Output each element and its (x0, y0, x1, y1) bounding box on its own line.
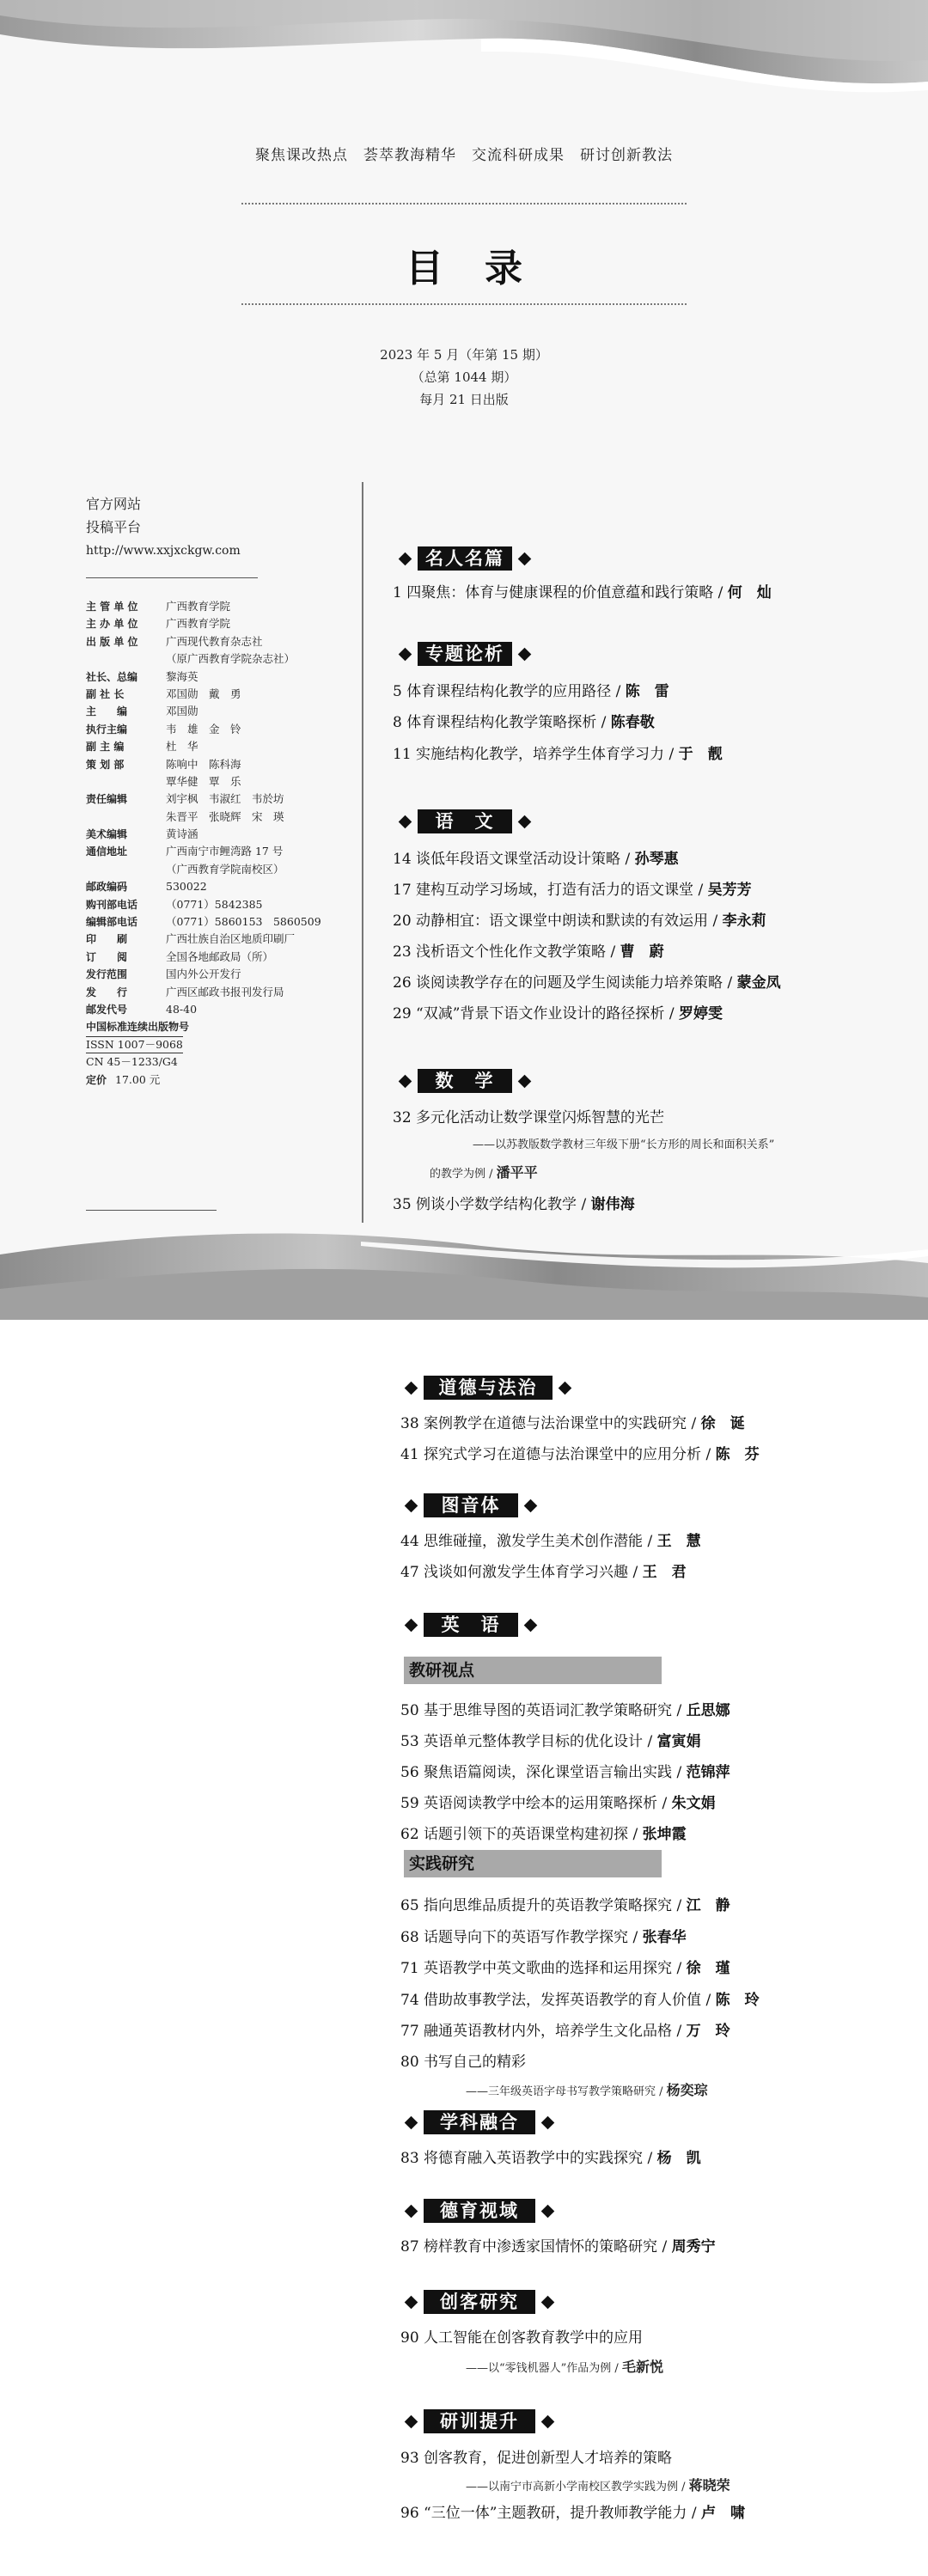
issue-date: 2023 年 5 月（年第 15 期） (380, 347, 548, 363)
toc-entry[interactable]: 83 将德育融入英语教学中的实践探究 / 杨 凯 (400, 2150, 701, 2167)
entry-author: 陈 芬 (715, 1446, 760, 1463)
entry-page: 26 (393, 974, 412, 992)
entry-title: 实施结构化教学，培养学生体育学习力 (416, 746, 665, 763)
entry-title: 人工智能在创客教育教学中的应用 (424, 2329, 644, 2347)
masthead-row (86, 633, 361, 650)
entry-page: 17 (393, 882, 412, 899)
section-title: 道德与法治 (424, 1376, 553, 1400)
toc-page-bottom (0, 1320, 928, 2576)
toc-entry[interactable]: 87 榜样教育中渗透家国情怀的策略研究 / 周秀宁 (400, 2238, 716, 2256)
entry-page: 47 (400, 1564, 419, 1581)
toc-entry[interactable]: 23 浅析语文个性化作文教学策略 / 曹 蔚 (393, 943, 664, 961)
section-title: 数 学 (418, 1069, 512, 1093)
masthead-value: 邓国勋 (166, 705, 198, 718)
masthead-row (86, 931, 361, 948)
entry-page: 23 (393, 943, 412, 961)
price-value: 17.00 元 (115, 1072, 161, 1086)
toc-entry[interactable]: 14 谈低年段语文课堂活动设计策略 / 孙琴惠 (393, 851, 679, 868)
toc-entry[interactable] (393, 1105, 664, 1126)
entry-author: 李永莉 (722, 913, 766, 930)
diamond-icon (541, 2204, 555, 2218)
entry-title: 建构互动学习场域，打造有活力的语文课堂 (416, 882, 694, 899)
masthead-value: （0771）5860153 5860509 (166, 915, 321, 929)
entry-title: 体育课程结构化教学策略探析 (406, 714, 597, 731)
masthead-row (86, 756, 361, 773)
standard-serial-title: 中国标准连续出版物号 (86, 1021, 190, 1034)
entry-title: 多元化活动让数学课堂闪烁智慧的光芒 (416, 1109, 665, 1126)
masthead-label (86, 861, 166, 878)
masthead-row (86, 791, 361, 808)
entry-author: 富寅娟 (656, 1733, 701, 1750)
entry-title: “三位一体”主题教研，提升教师教学能力 (424, 2505, 687, 2522)
toc-entry[interactable]: 8 体育课程结构化教学策略探析 / 陈春敬 (393, 714, 655, 731)
masthead-row (86, 668, 361, 686)
toc-entry[interactable]: 20 动静相宜：语文课堂中朗读和默读的有效运用 / 李永莉 (393, 913, 766, 930)
toc-entry[interactable]: 56 聚焦语篇阅读，深化课堂语言输出实践 / 范锦萍 (400, 1764, 730, 1781)
masthead-value: 邓国勋 戴 勇 (166, 687, 241, 700)
section-header (399, 2198, 560, 2224)
entry-page: 41 (400, 1446, 419, 1463)
toc-entry[interactable] (400, 2049, 526, 2071)
masthead-label (86, 650, 166, 668)
column-divider (362, 482, 363, 1223)
masthead-row (86, 686, 361, 703)
masthead-label: 发 行 (86, 986, 128, 998)
entry-page: 83 (400, 2150, 419, 2167)
section-header (399, 1492, 543, 1518)
entry-author: 徐 瑾 (686, 1960, 730, 1977)
masthead-label: 印 刷 (86, 933, 128, 946)
masthead-row (86, 896, 361, 913)
entry-page: 62 (400, 1826, 419, 1843)
entry-author: 王 君 (642, 1564, 687, 1581)
entry-subtitle: 的教学为例 / 潘平平 (430, 1164, 538, 1181)
entry-page: 5 (393, 683, 402, 700)
toc-entry[interactable]: 11 实施结构化教学，培养学生体育学习力 / 于 靓 (393, 746, 723, 763)
toc-entry[interactable]: 53 英语单元整体教学目标的优化设计 / 富寅娟 (400, 1733, 701, 1750)
entry-subtitle-text: ——以“零钱机器人”作品为例 (466, 2362, 612, 2375)
masthead-value: 韦 雄 金 铃 (166, 722, 241, 736)
masthead-value: 全国各地邮政局（所） (166, 949, 274, 963)
masthead-label: 美术编辑 (86, 828, 128, 841)
masthead-label: 编辑部电话 (86, 916, 138, 929)
entry-author: 陈 雷 (625, 683, 669, 700)
entry-title: 思维碰撞，激发学生美术创作潜能 (424, 1533, 644, 1550)
diamond-icon (541, 2295, 555, 2309)
masthead-value: 杜 华 (166, 740, 198, 754)
issue-schedule: 每月 21 日出版 (419, 392, 509, 407)
submission-label: 投稿平台 (86, 519, 142, 535)
official-site-label: 官方网站 (86, 496, 142, 512)
entry-page: 56 (400, 1764, 419, 1781)
diamond-icon (524, 1499, 538, 1512)
section-title: 学科融合 (424, 2110, 535, 2134)
masthead-value: 陈响中 陈科海 (166, 757, 241, 771)
entry-author: 江 静 (686, 1897, 730, 1914)
section-header (393, 641, 537, 667)
section-header (399, 1612, 543, 1638)
entry-page: 77 (400, 2023, 419, 2040)
entry-title: 话题导向下的英语写作教学探究 (424, 1929, 629, 1946)
cn-number: CN 45－1233/G4 (86, 1055, 178, 1069)
entry-title: 谈低年段语文课堂活动设计策略 (416, 851, 621, 868)
masthead-row (86, 843, 361, 860)
section-title: 创客研究 (424, 2290, 535, 2314)
entry-title: 例谈小学数学结构化教学 (416, 1196, 577, 1213)
entry-subtitle (473, 1135, 774, 1151)
masthead-value: 广西现代教育杂志社 (166, 634, 263, 648)
diamond-icon (399, 647, 412, 661)
masthead-row (86, 650, 361, 668)
entry-page: 44 (400, 1533, 419, 1550)
section-header (393, 809, 537, 834)
toc-entry[interactable]: 35 例谈小学数学结构化教学 / 谢伟海 (393, 1196, 635, 1213)
toc-entry[interactable]: 74 借助故事教学法，发挥英语教学的育人价值 / 陈 玲 (400, 1992, 760, 2009)
entry-page: 50 (400, 1702, 419, 1719)
entry-title: 将德育融入英语教学中的实践探究 (424, 2150, 644, 2167)
entry-author: 范锦萍 (686, 1764, 730, 1781)
entry-title: 探究式学习在道德与法治课堂中的应用分析 (424, 1446, 702, 1463)
entry-title: 榜样教育中渗透家国情怀的策略研究 (424, 2238, 658, 2256)
bottom-wave-decoration (0, 1212, 928, 1320)
toc-entry[interactable] (400, 2325, 643, 2347)
masthead-row (86, 809, 361, 826)
entry-author: 谢伟海 (590, 1196, 635, 1213)
entry-page: 32 (393, 1109, 412, 1126)
section-title: 名人名篇 (418, 546, 512, 571)
entry-author: 徐 诞 (700, 1415, 745, 1432)
section-title: 德育视域 (424, 2199, 535, 2223)
toc-entry[interactable]: 29 “双减”背景下语文作业设计的路径探析 / 罗婷雯 (393, 1005, 723, 1022)
subsection-bar: 教研视点 (404, 1657, 662, 1684)
entry-page: 74 (400, 1992, 419, 2009)
entry-page: 96 (400, 2505, 419, 2522)
diamond-icon (399, 552, 412, 565)
section-header (393, 546, 537, 571)
masthead-row (86, 913, 361, 931)
masthead-label: 邮政编码 (86, 881, 128, 894)
masthead-row (86, 773, 361, 791)
masthead-value: 广西壮族自治区地质印刷厂 (166, 932, 296, 946)
section-title: 英 语 (424, 1613, 518, 1637)
masthead-value: （0771）5842385 (166, 897, 263, 911)
masthead-value: 广西教育学院 (166, 600, 231, 613)
toc-entry[interactable]: 50 基于思维导图的英语词汇教学策略研究 / 丘思娜 (400, 1702, 730, 1719)
entry-page: 38 (400, 1415, 419, 1432)
masthead-row (86, 984, 361, 1001)
toc-entry[interactable]: 41 探究式学习在道德与法治课堂中的应用分析 / 陈 芬 (400, 1446, 760, 1463)
price-row (86, 1071, 361, 1089)
entry-author: 王 慧 (656, 1533, 701, 1550)
section-header (399, 2408, 560, 2434)
entry-page: 29 (393, 1005, 412, 1022)
diamond-icon (399, 815, 412, 828)
entry-title: 英语单元整体教学目标的优化设计 (424, 1733, 644, 1750)
toc-entry[interactable]: 77 融通英语教材内外，培养学生文化品格 / 万 玲 (400, 2023, 730, 2040)
entry-title: 融通英语教材内外，培养学生文化品格 (424, 2023, 673, 2040)
masthead-value: 广西教育学院 (166, 617, 231, 631)
diamond-icon (405, 2204, 418, 2218)
section-title: 语 文 (418, 809, 512, 833)
masthead-label (86, 809, 166, 826)
entry-author: 吴芳芳 (707, 882, 752, 899)
tagline: 聚焦课改热点 荟萃教海精华 交流科研成果 研讨创新教法 (255, 147, 673, 164)
entry-author: 丘思娜 (686, 1702, 730, 1719)
masthead-value: 国内外公开发行 (166, 968, 241, 981)
entry-author: 张春华 (642, 1929, 687, 1946)
toc-entry[interactable]: 1 四聚焦：体育与健康课程的价值意蕴和践行策略 / 何 灿 (393, 584, 772, 601)
masthead-value: 530022 (166, 880, 207, 894)
entry-author: 周秀宁 (671, 2238, 716, 2256)
entry-title: 话题引领下的英语课堂构建初探 (424, 1826, 629, 1843)
entry-subtitle: ——以“零钱机器人”作品为例 / 毛新悦 (466, 2359, 663, 2375)
entry-subtitle: ——三年级英语字母书写教学策略研究 / 杨奕琮 (466, 2082, 708, 2098)
toc-entry[interactable]: 17 建构互动学习场域，打造有活力的语文课堂 / 吴芳芳 (393, 882, 752, 899)
masthead-label: 邮发代号 (86, 1003, 128, 1016)
toc-entry[interactable]: 5 体育课程结构化教学的应用路径 / 陈 雷 (393, 683, 669, 700)
toc-entry[interactable]: 62 话题引领下的英语课堂构建初探 / 张坤霞 (400, 1826, 687, 1843)
masthead-row (86, 598, 361, 615)
masthead-value: 广西区邮政书报刊发行局 (166, 985, 284, 998)
entry-title: “双减”背景下语文作业设计的路径探析 (416, 1005, 665, 1022)
masthead-label: 副 主 编 (86, 741, 125, 754)
entry-page: 8 (393, 714, 402, 731)
toc-entry[interactable]: 96 “三位一体”主题教研，提升教师教学能力 / 卢 啸 (400, 2505, 745, 2522)
page-title: 目录 (406, 247, 564, 290)
entry-page: 53 (400, 1733, 419, 1750)
section-header (399, 1375, 577, 1401)
entry-title: 基于思维导图的英语词汇教学策略研究 (424, 1702, 673, 1719)
masthead-label: 购刊部电话 (86, 898, 138, 911)
entry-subtitle-text: ——三年级英语字母书写教学策略研究 (466, 2085, 656, 2098)
diamond-icon (559, 1381, 572, 1395)
entry-page: 90 (400, 2329, 419, 2347)
masthead-value: 覃华健 覃 乐 (166, 774, 241, 788)
masthead-label: 社长、总编 (86, 670, 138, 683)
entry-subtitle-text: 的教学为例 (430, 1168, 486, 1181)
masthead-row (86, 826, 361, 843)
masthead-label: 执行主编 (86, 723, 128, 736)
masthead-row (86, 949, 361, 966)
entry-subtitle: ——以南宁市高新小学南校区教学实践为例 / 蒋晓荣 (466, 2477, 730, 2494)
entry-title: 体育课程结构化教学的应用路径 (406, 683, 612, 700)
entry-title: 借助故事教学法，发挥英语教学的育人价值 (424, 1992, 702, 2009)
diamond-icon (405, 1618, 418, 1632)
diamond-icon (541, 2115, 555, 2129)
section-header (399, 2289, 560, 2315)
masthead-row (86, 878, 361, 895)
diamond-icon (518, 1074, 532, 1088)
diamond-icon (405, 1499, 418, 1512)
site-url-link[interactable]: http://www.xxjxckgw.com (86, 544, 241, 558)
entry-page: 71 (400, 1960, 419, 1977)
masthead-row (86, 615, 361, 632)
masthead-label: 出 版 单 位 (86, 635, 138, 648)
toc-entry[interactable]: 26 谈阅读教学存在的问题及学生阅读能力培养策略 / 蒙金凤 (393, 974, 781, 992)
entry-author: 潘平平 (496, 1164, 538, 1181)
diamond-icon (518, 552, 532, 565)
diamond-icon (524, 1618, 538, 1632)
section-title: 研训提升 (424, 2409, 535, 2433)
entry-author: 蒋晓荣 (688, 2477, 730, 2494)
masthead-value: （原广西教育学院杂志社） (166, 652, 296, 666)
masthead-row (86, 861, 361, 878)
toc-entry[interactable] (400, 2445, 672, 2467)
toc-entry[interactable]: 71 英语教学中英文歌曲的选择和运用探究 / 徐 瑾 (400, 1960, 730, 1977)
masthead-label: 副 社 长 (86, 687, 125, 700)
masthead-label: 通信地址 (86, 845, 128, 858)
entry-author: 罗婷雯 (678, 1005, 723, 1022)
issue-total: （总第 1044 期） (411, 369, 517, 385)
entry-author: 张坤霞 (642, 1826, 687, 1843)
entry-page: 14 (393, 851, 412, 868)
entry-subtitle-text: ——以苏教版数学教材三年级下册“长方形的周长和面积关系” (473, 1138, 775, 1151)
entry-author: 曹 蔚 (620, 943, 664, 961)
toc-entry[interactable]: 38 案例教学在道德与法治课堂中的实践研究 / 徐 诞 (400, 1415, 745, 1432)
diamond-icon (518, 647, 532, 661)
subsection-bar: 实践研究 (404, 1850, 662, 1877)
entry-page: 87 (400, 2238, 419, 2256)
masthead-block (86, 598, 361, 1089)
section-title: 图音体 (424, 1493, 518, 1517)
entry-title: 案例教学在道德与法治课堂中的实践研究 (424, 1415, 687, 1432)
section-header (399, 2109, 560, 2135)
masthead-value: 黎海英 (166, 669, 198, 683)
entry-page: 20 (393, 913, 412, 930)
entry-author: 卢 啸 (700, 2505, 745, 2522)
diamond-icon (518, 815, 532, 828)
top-wave-decoration (0, 0, 928, 103)
entry-title: 英语阅读教学中绘本的运用策略探析 (424, 1795, 658, 1812)
toc-entry[interactable]: 65 指向思维品质提升的英语教学策略探究 / 江 静 (400, 1897, 730, 1914)
entry-page: 35 (393, 1196, 412, 1213)
masthead-row (86, 1001, 361, 1018)
price-label: 定价 (86, 1073, 107, 1086)
entry-author: 陈 玲 (715, 1992, 760, 2009)
diamond-icon (405, 2295, 418, 2309)
masthead-label: 主 管 单 位 (86, 601, 138, 613)
toc-entry[interactable]: 68 话题导向下的英语写作教学探究 / 张春华 (400, 1929, 687, 1946)
entry-title: 书写自己的精彩 (424, 2054, 527, 2071)
dotted-divider (241, 203, 687, 204)
masthead-value: 朱晋平 张晓辉 宋 瑛 (166, 809, 284, 823)
masthead-label: 发行范围 (86, 968, 128, 981)
entry-title: 浅谈如何激发学生体育学习兴趣 (424, 1564, 629, 1581)
entry-title: 聚焦语篇阅读，深化课堂语言输出实践 (424, 1764, 673, 1781)
entry-author: 于 靓 (678, 746, 723, 763)
entry-page: 59 (400, 1795, 419, 1812)
entry-page: 65 (400, 1897, 419, 1914)
entry-page: 93 (400, 2450, 419, 2467)
diamond-icon (405, 2115, 418, 2129)
entry-author: 万 玲 (686, 2023, 730, 2040)
entry-author: 杨奕琮 (666, 2082, 708, 2098)
masthead-row (86, 703, 361, 720)
entry-author: 何 灿 (727, 584, 772, 601)
sidebar-divider (86, 577, 258, 578)
entry-title: 动静相宜：语文课堂中朗读和默读的有效运用 (416, 913, 709, 930)
entry-author: 蒙金凤 (736, 974, 781, 992)
issn-number: ISSN 1007－9068 (86, 1036, 183, 1053)
toc-entry[interactable]: 47 浅谈如何激发学生体育学习兴趣 / 王 君 (400, 1564, 687, 1581)
entry-title: 指向思维品质提升的英语教学策略探究 (424, 1897, 673, 1914)
masthead-label: 主 办 单 位 (86, 618, 138, 631)
masthead-row (86, 966, 361, 983)
entry-author: 陈春敬 (610, 714, 655, 731)
entry-page: 1 (393, 584, 402, 601)
diamond-icon (399, 1074, 412, 1088)
entry-title: 英语教学中英文歌曲的选择和运用探究 (424, 1960, 673, 1977)
dotted-divider (241, 303, 687, 305)
entry-author: 孙琴惠 (634, 851, 679, 868)
masthead-label: 订 阅 (86, 950, 128, 963)
section-header (393, 1068, 537, 1094)
entry-title: 创客教育，促进创新型人才培养的策略 (424, 2450, 673, 2467)
entry-title: 浅析语文个性化作文教学策略 (416, 943, 607, 961)
toc-entry[interactable]: 44 思维碰撞，激发学生美术创作潜能 / 王 慧 (400, 1533, 701, 1550)
entry-page: 68 (400, 1929, 419, 1946)
entry-page: 80 (400, 2054, 419, 2071)
masthead-divider (86, 1210, 217, 1211)
entry-author: 毛新悦 (621, 2359, 663, 2375)
masthead-label: 主 编 (86, 705, 128, 718)
entry-author: 朱文娟 (671, 1795, 716, 1812)
masthead-value: 黄诗涵 (166, 827, 198, 841)
entry-author: 杨 凯 (656, 2150, 701, 2167)
masthead-value: 刘宇枫 韦淑红 韦於坊 (166, 792, 284, 806)
masthead-row (86, 721, 361, 738)
diamond-icon (405, 2414, 418, 2428)
masthead-value: 48-40 (166, 1002, 198, 1016)
diamond-icon (405, 1381, 418, 1395)
section-title: 专题论析 (418, 642, 512, 666)
masthead-value: 广西南宁市鲤湾路 17 号 (166, 845, 284, 858)
masthead-label: 策 划 部 (86, 758, 125, 771)
entry-page: 11 (393, 746, 412, 763)
entry-title: 四聚焦：体育与健康课程的价值意蕴和践行策略 (406, 584, 714, 601)
masthead-label: 责任编辑 (86, 793, 128, 806)
toc-entry[interactable]: 59 英语阅读教学中绘本的运用策略探析 / 朱文娟 (400, 1795, 716, 1812)
masthead-value: （广西教育学院南校区） (166, 862, 284, 876)
masthead-label (86, 773, 166, 791)
diamond-icon (541, 2414, 555, 2428)
masthead-row (86, 738, 361, 755)
entry-subtitle-text: ——以南宁市高新小学南校区教学实践为例 (466, 2481, 679, 2494)
entry-title: 谈阅读教学存在的问题及学生阅读能力培养策略 (416, 974, 723, 992)
issn-row (86, 1036, 361, 1053)
